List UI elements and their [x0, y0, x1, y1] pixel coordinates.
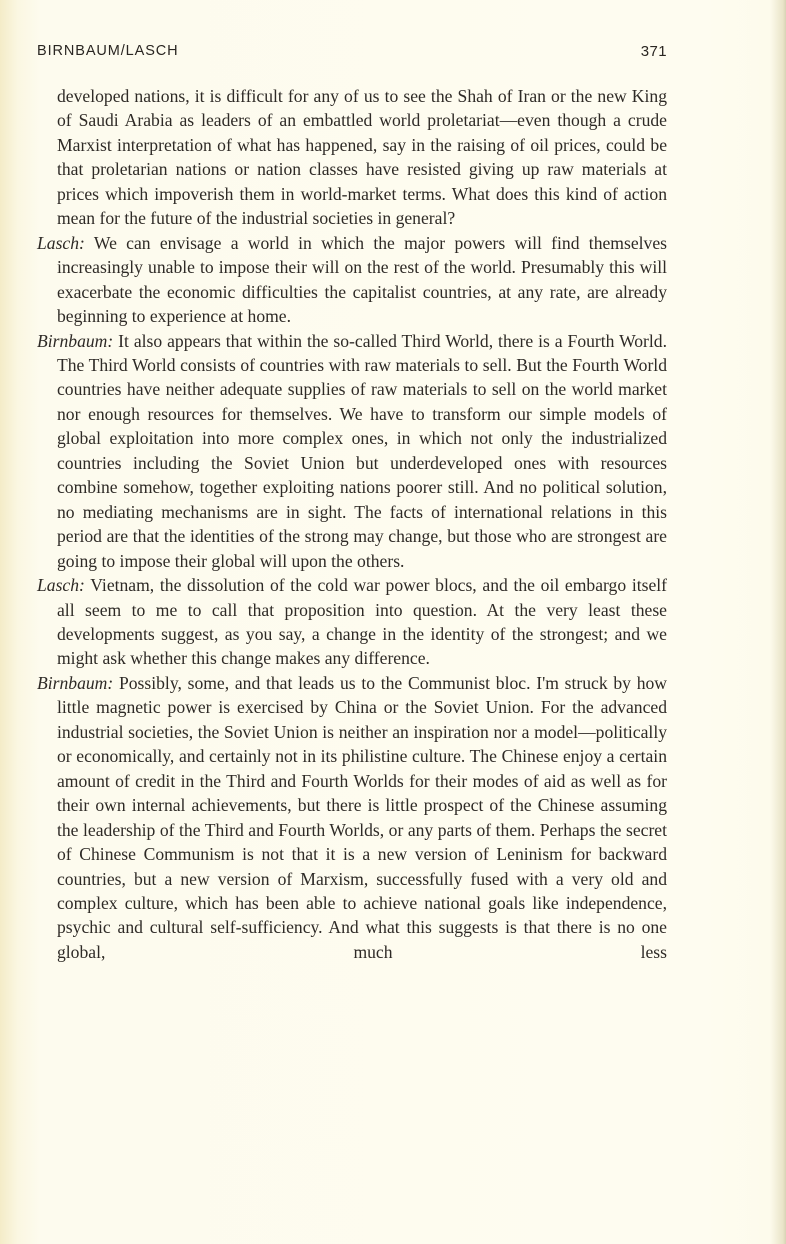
speaker-name: Lasch: — [37, 232, 85, 253]
paragraph-lasch-1 — [37, 231, 667, 329]
page-number: 371 — [640, 43, 667, 60]
running-head-title: BIRNBAUM/LASCH — [37, 43, 179, 59]
paragraph-birnbaum-1 — [37, 329, 667, 574]
running-head — [37, 43, 667, 60]
paragraph-text: We can envisage a world in which the major powers will find themselves increasingly unable to impose their will on the rest of the world. Presumably this will exacerbate the economic difficulties the capitalist countries, at any rate, are already beginning to experience at home. — [57, 232, 667, 327]
speaker-name: Birnbaum: — [37, 672, 114, 693]
paragraph-text: developed nations, it is difficult for any of us to see the Shah of Iran or the new King of Saudi Arabia as leaders of an embattled world proletariat—even though a crude Marxist interpretation of what has happened, say in the raising of oil prices, could be that proletarian nations or nation classes have resisted giving up raw materials at prices which impoverish them in world-market terms. What does this kind of action mean for the future of the industrial societies in general? — [57, 86, 667, 229]
speaker-name: Birnbaum: — [37, 330, 114, 351]
body-text — [37, 84, 667, 964]
paragraph-text: Vietnam, the dissolution of the cold war power blocs, and the oil embargo itself all seem to me to call that proposition into question. At the very least these developments suggest, as you say, a change in the identity of the strongest; and we might ask whether this change makes any difference. — [57, 575, 667, 669]
paragraph-continued — [37, 84, 667, 231]
paragraph-birnbaum-2 — [37, 671, 667, 964]
paragraph-text: It also appears that within the so-called Third World, there is a Fourth World. The Third World consists of countries with raw materials to sell. But the Fourth World countries have neither adequate supplies of raw materials to sell on the world market nor enough resources for themselves. We have to transform our simple models of global exploitation into more complex ones, in which not only the industrialized countries including the Soviet Union but underdeveloped ones with resources combine somehow, together exploiting nations poorer still. And no political solution, no mediating mechanisms are in sight. The facts of international relations in this period are that the identities of the strong may change, but those who are strongest are going to impose their global will upon the others. — [57, 330, 668, 571]
paragraph-lasch-2 — [37, 573, 667, 671]
speaker-name: Lasch: — [37, 575, 85, 596]
paragraph-text: Possibly, some, and that leads us to the Communist bloc. I'm struck by how little magnetic power is exercised by China or the Soviet Union. For the advanced industrial societies, the Soviet Union is neither an inspiration nor a model—politically or economically, and certainly not in its philistine culture. The Chinese enjoy a certain amount of credit in the Third and Fourth Worlds for their modes of aid as well as for their own internal achievements, but there is little prospect of the Chinese assuming the leadership of the Third and Fourth Worlds, or any parts of them. Perhaps the secret of Chinese Communism is not that it is a new version of Leninism for backward countries, but a new version of Marxism, successfully fused with a very old and complex culture, which has been able to achieve national goals like independence, psychic and cultural self-sufficiency. And what this suggests is that there is no one global, much less — [57, 672, 667, 962]
